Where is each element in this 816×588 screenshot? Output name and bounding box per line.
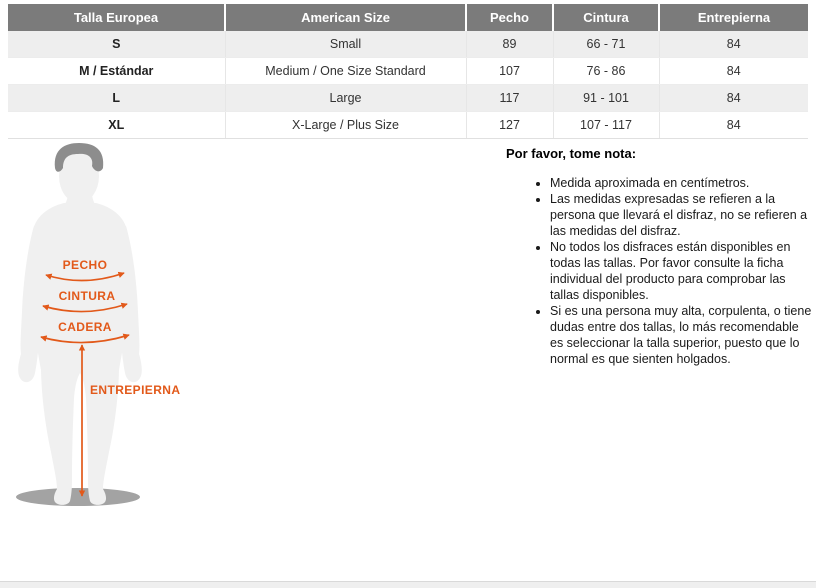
table-row	[8, 31, 808, 58]
table-row	[8, 85, 808, 112]
table-cell: L	[8, 85, 225, 112]
table-cell: 91 - 101	[553, 85, 659, 112]
notes-title: Por favor, tome nota:	[506, 146, 637, 161]
table-cell: 84	[659, 112, 808, 139]
note-item: • No todos los disfraces están disponibles en todas las tallas. Por favor consulte la ficha individual del producto para comprobar las tallas disponibles.	[550, 239, 812, 303]
column-header-talla-europea: Talla Europea	[8, 4, 225, 31]
column-header-cintura: Cintura	[553, 4, 659, 31]
horizontal-scrollbar[interactable]	[0, 581, 816, 588]
table-cell: 84	[659, 58, 808, 85]
table-cell: Small	[225, 31, 466, 58]
hip-label: CADERA	[58, 320, 112, 334]
table-cell: XL	[8, 112, 225, 139]
chest-label: PECHO	[62, 258, 108, 272]
table-cell: Large	[225, 85, 466, 112]
table-row	[8, 58, 808, 85]
left-leg-shape	[41, 366, 80, 505]
notes-section	[506, 146, 812, 367]
table-cell: 89	[466, 31, 553, 58]
table-cell: 66 - 71	[553, 31, 659, 58]
notes-list	[506, 175, 812, 367]
table-cell: 107 - 117	[553, 112, 659, 139]
table-row	[8, 112, 808, 139]
column-header-entrepierna: Entrepierna	[659, 4, 808, 31]
note-item: • Medida aproximada en centímetros.	[550, 175, 812, 191]
table-cell: 84	[659, 85, 808, 112]
table-cell: 117	[466, 85, 553, 112]
column-header-pecho: Pecho	[466, 4, 553, 31]
table-cell: 76 - 86	[553, 58, 659, 85]
table-cell: Medium / One Size Standard	[225, 58, 466, 85]
note-item: • Las medidas expresadas se refieren a la persona que llevará el disfraz, no se refieren a las medidas del disfraz.	[550, 191, 812, 239]
size-table	[8, 4, 808, 139]
body-measurement-diagram	[0, 140, 250, 560]
torso-shape	[31, 203, 130, 370]
floor-shadow-shape	[16, 488, 140, 506]
note-item: • Si es una persona muy alta, corpulenta, o tiene dudas entre dos tallas, lo más recomendable es seleccionar la talla superior, puesto que lo normal es que sienten holgados.	[550, 303, 812, 367]
table-cell: 107	[466, 58, 553, 85]
table-cell: S	[8, 31, 225, 58]
table-cell: M / Estándar	[8, 58, 225, 85]
waist-label: CINTURA	[58, 289, 116, 303]
column-header-american-size: American Size	[225, 4, 466, 31]
table-cell: X-Large / Plus Size	[225, 112, 466, 139]
inseam-label: ENTREPIERNA	[90, 383, 181, 397]
table-cell: 84	[659, 31, 808, 58]
table-header-row	[8, 4, 808, 31]
table-cell: 127	[466, 112, 553, 139]
